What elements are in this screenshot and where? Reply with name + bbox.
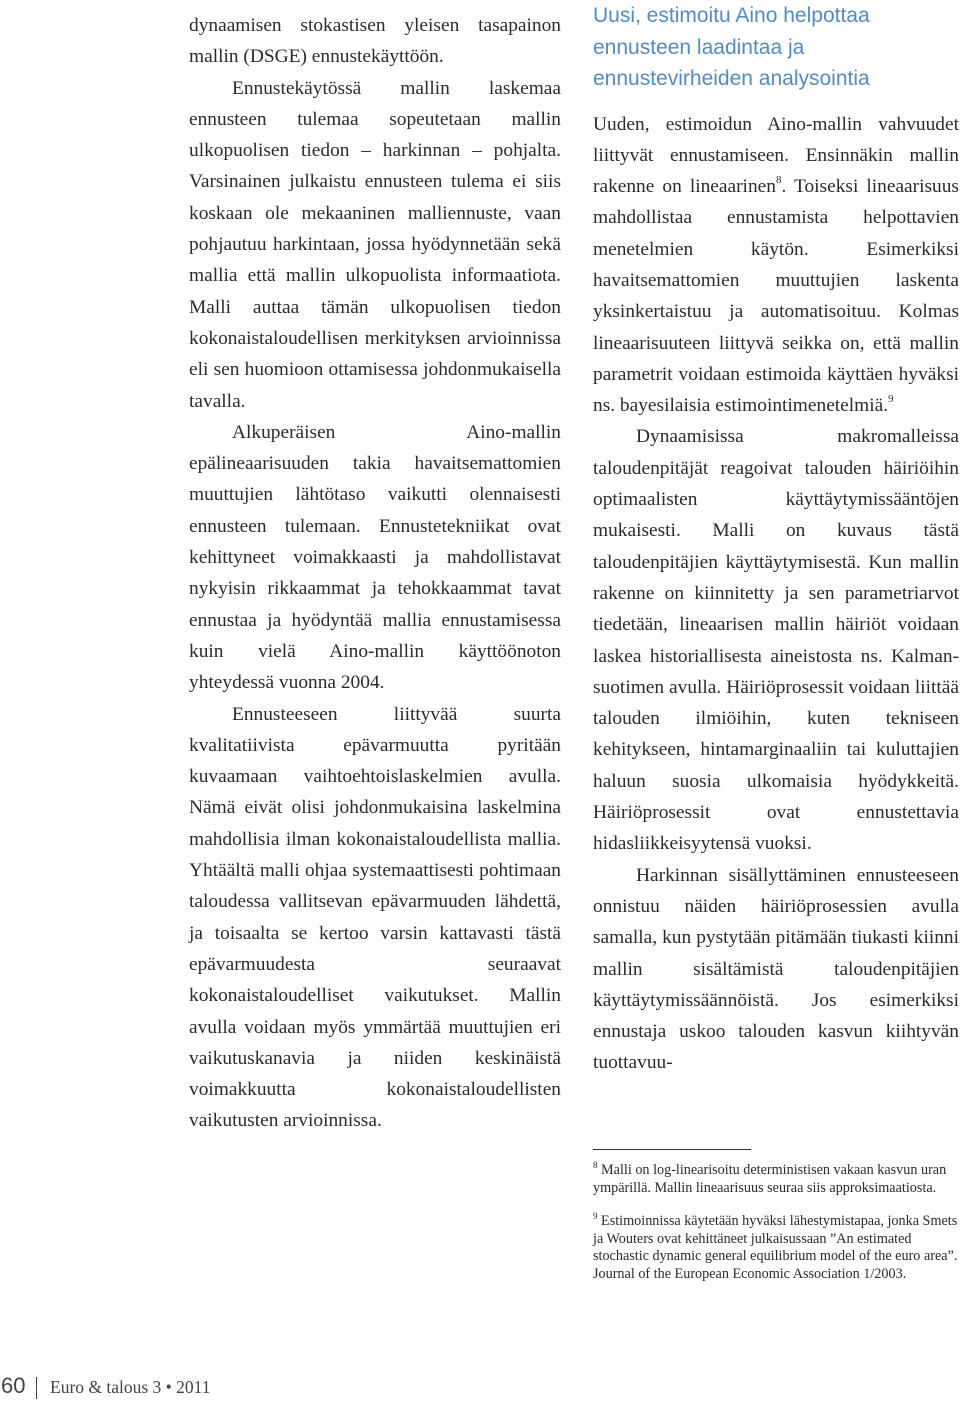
footnotes: [593, 1162, 959, 1300]
publication-name: Euro & talous 3 • 2011: [50, 1377, 211, 1397]
body-paragraph: Harkinnan sisällyttäminen ennusteeseen onnistuu näiden häiriöprosessien avulla samalla, kun pystytään pitämään tiukasti kiinni mallin sisältämistä taloudenpitäjien käyttäytymissäännöistä. Jos esimerkiksi ennustaja uskoo talouden kasvun kiihtyvän tuottavuu-: [593, 864, 959, 1074]
footnote-text: Estimoinnissa käytetään hyväksi lähestymistapaa, jonka Smets ja Wouters ovat kehittäneet julkaisussaan ”An estimated stochastic dynamic general equilibrium model of the euro area”. Journal of the European Economic Association 1/2003.: [593, 1213, 958, 1282]
footnote-ref[interactable]: 9: [888, 392, 894, 405]
page-footer: [0, 1373, 260, 1400]
footnote: [593, 1213, 959, 1283]
page-number: 60: [1, 1373, 26, 1398]
footnote-text: Malli on log-linearisoitu deterministisen vakaan kasvun uran ympärillä. Mallin lineaarisuus seuraa siis approksimaatiosta.: [593, 1162, 947, 1196]
footnote-number: 9: [593, 1211, 598, 1222]
footnote-ref[interactable]: 8: [775, 173, 782, 186]
paragraph-text: Uuden, estimoidun Aino-mallin vahvuudet liittyvät ennustamiseen. Ensinnäkin mallin rakenne on lineaarinen: [593, 113, 959, 198]
body-paragraph: dynaamisen stokastisen yleisen tasapainon mallin (DSGE) ennustekäyttöön.: [189, 15, 561, 68]
footnote-divider: [593, 1149, 751, 1150]
footnote-number: 8: [593, 1160, 598, 1171]
section-heading: Uusi, estimoitu Aino helpottaa ennusteen laadintaa ja ennustevirheiden analysointia: [593, 4, 870, 90]
body-paragraph: [593, 109, 959, 422]
left-column: [189, 10, 561, 1137]
footer-divider: [36, 1377, 37, 1399]
heading-spacer: [593, 95, 959, 109]
body-paragraph: Ennustekäytössä mallin laskemaa ennusteen tulemaa sopeutetaan mallin ulkopuolisen tiedon – harkinnan – pohjalta. Varsinainen julkaistu ennusteen tulema ei siis koskaan ole mekaaninen malliennuste, vaan pohjautuu harkintaan, jossa hyödynnetään sekä mallia että mallin ulkopuolista informaatiota. Malli auttaa tämän ulkopuolisen tiedon kokonaistaloudellisen merkityksen arvioinnissa eli sen huomioon ottamisessa johdonmukaisella tavalla.: [189, 77, 561, 412]
body-paragraph: Dynaamisissa makromalleissa taloudenpitäjät reagoivat talouden häiriöihin optimaalisten käyttäytymissääntöjen mukaisesti. Malli on kuvaus tästä taloudenpitäjien käyttäytymisestä. Kun mallin rakenne on kiinnitetty ja sen parametriarvot tiedetään, lineaarisen mallin häiriöt voidaan laskea historiallisesta aineistosta ns. Kalman-suotimen avulla. Häiriöprosessit voidaan liittää talouden ilmiöihin, kuten tekniseen kehitykseen, hintamarginaaliin tai kuluttajien haluun suosia ulkomaisia hyödykkeitä. Häiriöprosessit ovat ennustettavia hidasliikkeisyytensä vuoksi.: [593, 426, 959, 855]
footnote: [593, 1162, 959, 1197]
right-column: [593, 4, 959, 1079]
body-paragraph: Ennusteeseen liittyvää suurta kvalitatiivista epävarmuutta pyritään kuvaamaan vaihtoehtoislaskelmien avulla. Nämä eivät olisi johdonmukaisina laskelmina mahdollisia ilman kokonaistaloudellista mallia. Yhtäältä malli ohjaa systemaattisesti pohtimaan taloudessa vallitsevan epävarmuuden lähdettä, ja toisaalta se kertoo varsin kattavasti tästä epävarmuudesta seuraavat kokonaistaloudelliset vaikutukset. Mallin avulla voidaan myös ymmärtää muuttujien eri vaikutuskanavia ja niiden keskinäistä voimakkuutta kokonaistaloudellisten vaikutusten arvioinnissa.: [189, 703, 561, 1132]
paragraph-text: . Toiseksi lineaarisuus mahdollistaa ennustamista helpottavien menetelmien käytön. Esimerkiksi havaitsemattomien muuttujien laskenta yksinkertaistuu ja automatisoituu. Kolmas lineaarisuuteen liittyvä seikka on, että mallin parametrit voidaan estimoida käyttäen hyväksi ns. bayesilaisia estimointimenetelmiä.: [593, 176, 959, 417]
body-paragraph: Alkuperäisen Aino-mallin epälineaarisuuden takia havaitsemattomien muuttujien lähtötaso vaikutti olennaisesti ennusteen tulemaan. Ennustetekniikat ovat kehittyneet voimakkaasti ja mahdollistavat nykyisin rikkaammat ja tehokkaammat tavat ennustaa ja hyödyntää mallia ennustamisessa kuin vielä Aino-mallin käyttöönoton yhteydessä vuonna 2004.: [189, 421, 561, 694]
